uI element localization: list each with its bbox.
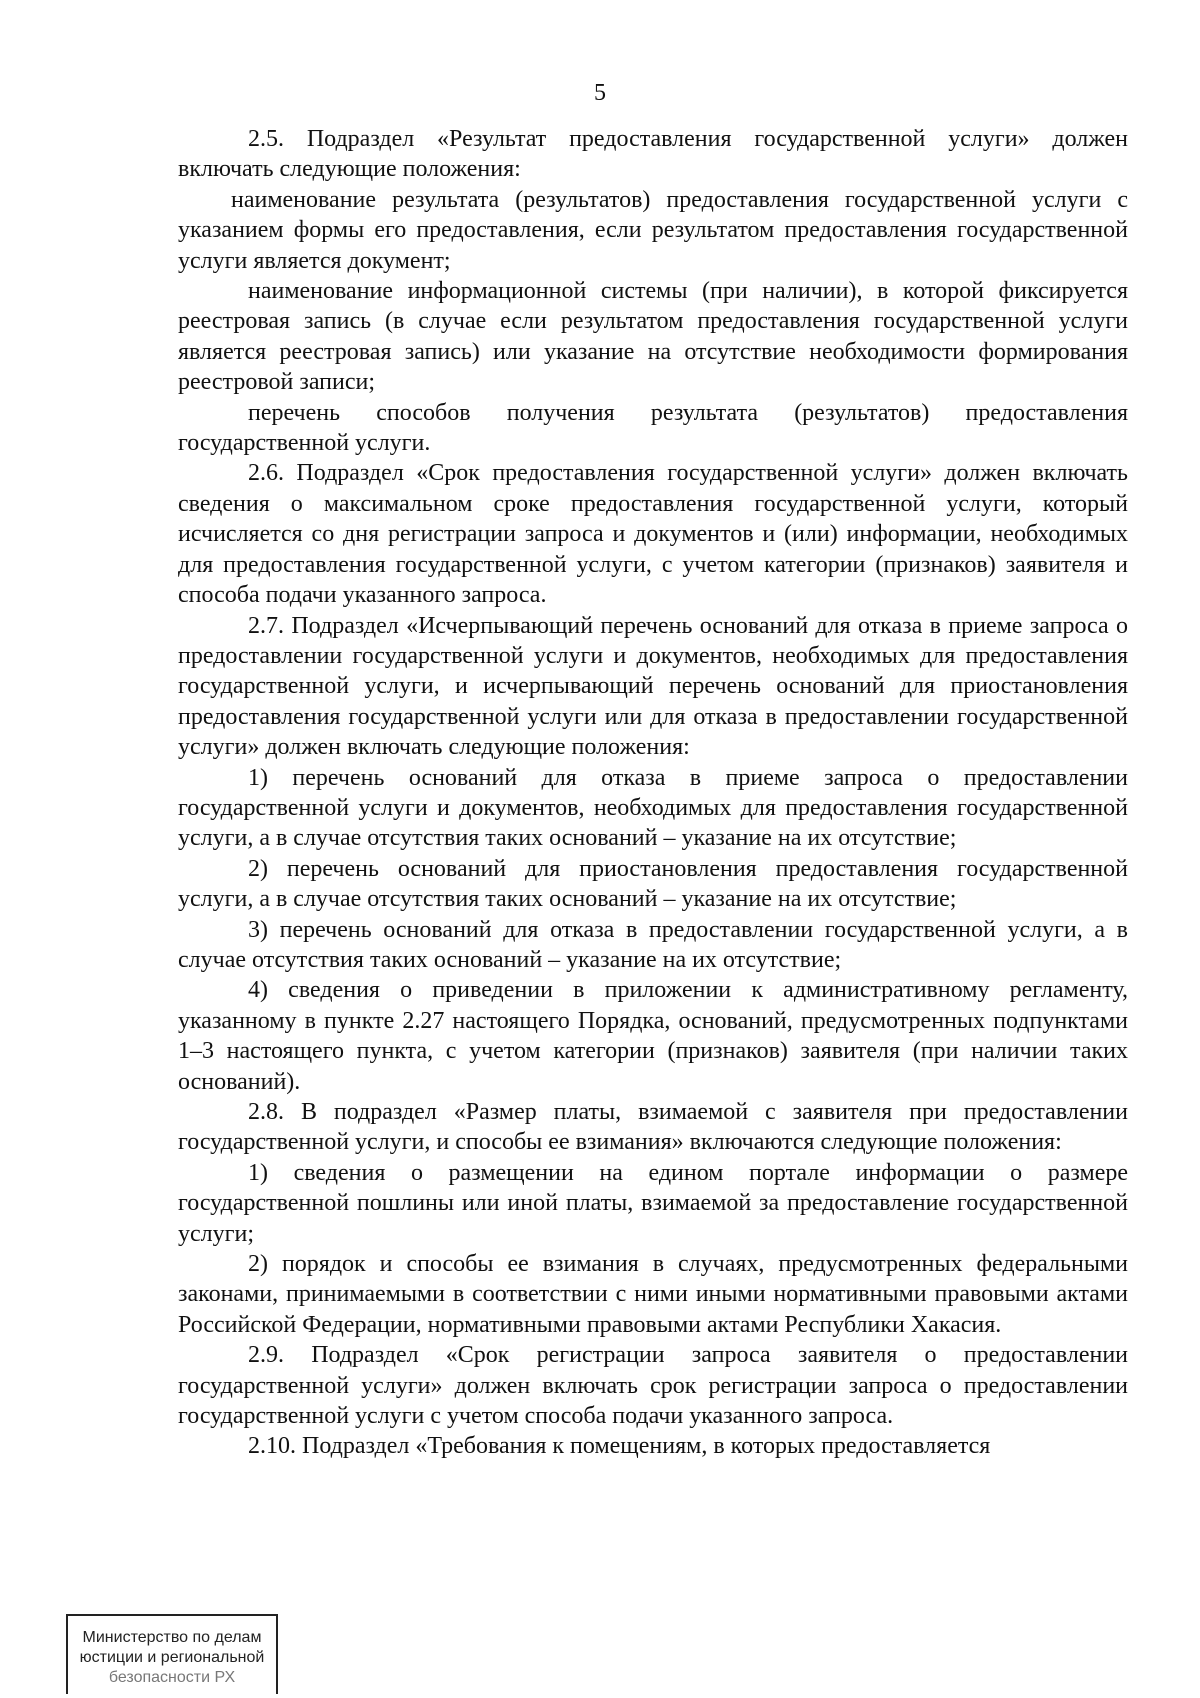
paragraph: 4) сведения о приведении в приложении к административному регламенту, указанному в пункте 2.27 настоящего Порядка, оснований, предусмотренных подпунктами 1–3 настоящего пункта, с учетом категории (признаков) заявителя (при наличии таких оснований). [178, 977, 1128, 1095]
paragraph: 2.5. Подраздел «Результат предоставления государственной услуги» должен включать следующие положения: [178, 126, 1128, 183]
stamp-line: безопасности РХ [108, 1669, 236, 1686]
document-body [178, 124, 1128, 1462]
paragraph: 2) перечень оснований для приостановления предоставления государственной услуги, а в случае отсутствия таких оснований – указание на их отсутствие; [178, 855, 1128, 913]
paragraph: 2.7. Подраздел «Исчерпывающий перечень оснований для отказа в приеме запроса о предоставлении государственной услуги и документов, необходимых для предоставления государственной услуги, и исчерпывающий перечень оснований для приостановления предоставления государственной услуги или для отказа в предоставлении государственной услуги» должен включать следующие положения: [178, 612, 1128, 761]
paragraph: 2.8. В подраздел «Размер платы, взимаемой с заявителя при предоставлении государственной услуги, и способы ее взимания» включаются следующие положения: [178, 1099, 1128, 1156]
paragraph: 2.9. Подраздел «Срок регистрации запроса заявителя о предоставлении государственной услуги» должен включать срок регистрации запроса о предоставлении государственной услуги с учетом способа подачи указанного запроса. [178, 1342, 1128, 1430]
ministry-stamp [66, 1614, 278, 1694]
paragraph: 1) сведения о размещении на едином портале информации о размере государственной пошлины или иной платы, взимаемой за предоставление государственной услуги; [178, 1159, 1128, 1247]
paragraph: 3) перечень оснований для отказа в предоставлении государственной услуги, а в случае отсутствия таких оснований – указание на их отсутствие; [178, 916, 1128, 973]
paragraph: перечень способов получения результата (результатов) предоставления государственной услуги. [178, 399, 1128, 457]
paragraph: 2.6. Подраздел «Срок предоставления государственной услуги» должен включать сведения о максимальном сроке предоставления государственной услуги, который исчисляется со дня регистрации запроса и документов и (или) информации, необходимых для предоставления государственной услуги, с учетом категории (признаков) заявителя и способа подачи указанного запроса. [178, 460, 1128, 609]
paragraph: 2.10. Подраздел «Требования к помещениям, в которых предоставляется [248, 1433, 991, 1460]
paragraph: 1) перечень оснований для отказа в приеме запроса о предоставлении государственной услуги и документов, необходимых для предоставления государственной услуги, а в случае отсутствия таких оснований – указание на их отсутствие; [178, 764, 1128, 852]
paragraph: наименование информационной системы (при наличии), в которой фиксируется реестровая запись (в случае если результатом предоставления государственной услуги является реестровая запись) или указание на отсутствие необходимости формирования реестровой записи; [178, 278, 1128, 396]
paragraph: 2) порядок и способы ее взимания в случаях, предусмотренных федеральными законами, принимаемыми в соответствии с ними иными нормативными правовыми актами Российской Федерации, нормативными правовыми актами Республики Хакасия. [178, 1251, 1128, 1338]
paragraph: наименование результата (результатов) предоставления государственной услуги с указанием формы его предоставления, если результатом предоставления государственной услуги является документ; [178, 186, 1128, 274]
page-number: 5 [594, 80, 606, 106]
stamp-line: юстиции и региональной [79, 1649, 265, 1666]
stamp-line: Министерство по делам [82, 1629, 262, 1646]
